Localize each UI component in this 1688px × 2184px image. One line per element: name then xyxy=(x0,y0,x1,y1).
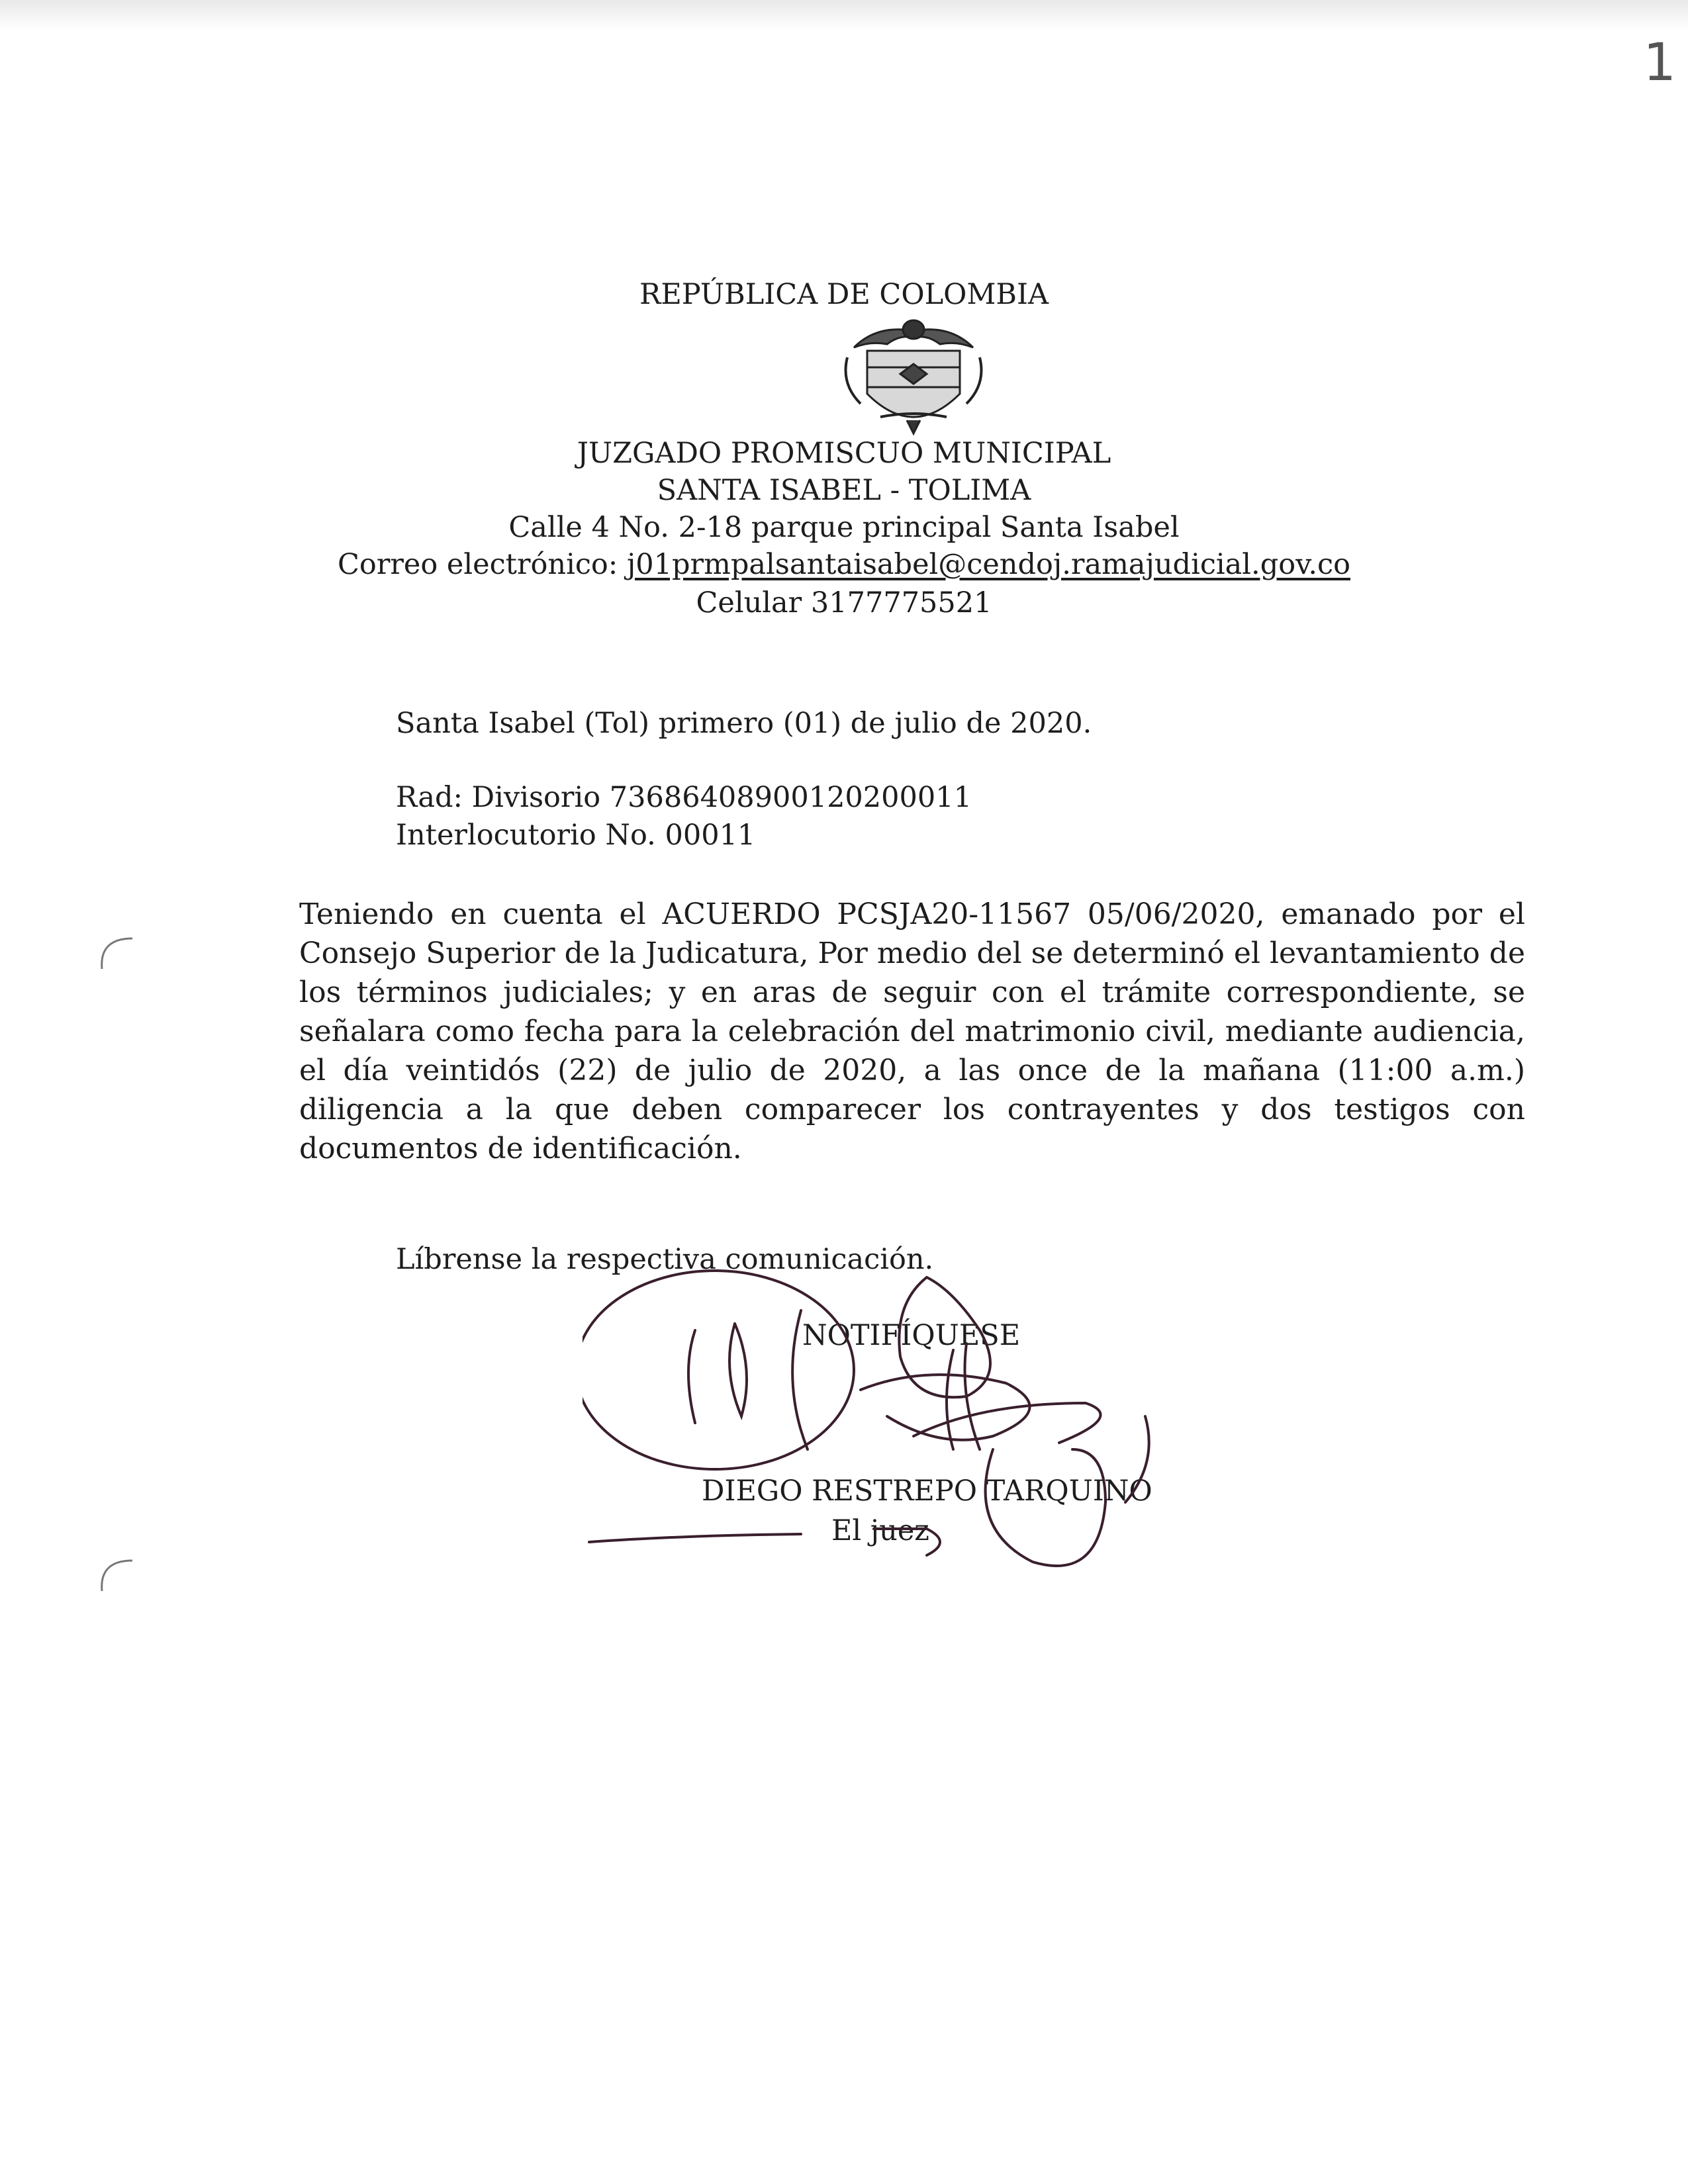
header-phone: Celular 3177775521 xyxy=(696,586,992,619)
email-link[interactable]: j01prmpalsantaisabel@cendoj.ramajudicial.gov.co xyxy=(626,548,1350,581)
header-email-line xyxy=(0,548,1688,581)
header-location: SANTA ISABEL - TOLIMA xyxy=(657,474,1031,507)
scan-edge xyxy=(0,0,1688,30)
header-court: JUZGADO PROMISCUO MUNICIPAL xyxy=(577,437,1111,470)
notify-text: NOTIFÍQUESE xyxy=(802,1319,1021,1352)
closing-line: Líbrense la respectiva comunicación. xyxy=(396,1243,934,1276)
header-address: Calle 4 No. 2-18 parque principal Santa Isabel xyxy=(508,511,1180,544)
judge-name: DIEGO RESTREPO TARQUINO xyxy=(702,1475,1152,1508)
handwritten-signature xyxy=(583,1251,1218,1621)
punch-hole-mark xyxy=(93,932,146,985)
interlocutorio-line: Interlocutorio No. 00011 xyxy=(396,819,756,852)
rad-line: Rad: Divisorio 73686408900120200011 xyxy=(396,781,972,814)
date-line: Santa Isabel (Tol) primero (01) de julio de 2020. xyxy=(396,707,1092,740)
coat-of-arms-icon xyxy=(841,311,986,437)
page-number: 1 xyxy=(1643,33,1676,93)
email-label: Correo electrónico: xyxy=(338,548,627,581)
header-country: REPÚBLICA DE COLOMBIA xyxy=(639,278,1049,311)
punch-hole-mark xyxy=(93,1554,146,1607)
body-paragraph: Teniendo en cuenta el ACUERDO PCSJA20-11567 05/06/2020, emanado por el Consejo Superior de la Judicatura, Por medio del se determinó el levantamiento de los términos judiciales; y en aras de seguir con el trámite correspondiente, se señalara como fecha para la celebración del matrimonio civil, mediante audiencia, el día veintidós (22) de julio de 2020, a las once de la mañana (11:00 a.m.) diligencia a la que deben comparecer los contrayentes y dos testigos con documentos de identificación. xyxy=(299,897,1525,1165)
judge-title: El juez xyxy=(831,1514,929,1547)
